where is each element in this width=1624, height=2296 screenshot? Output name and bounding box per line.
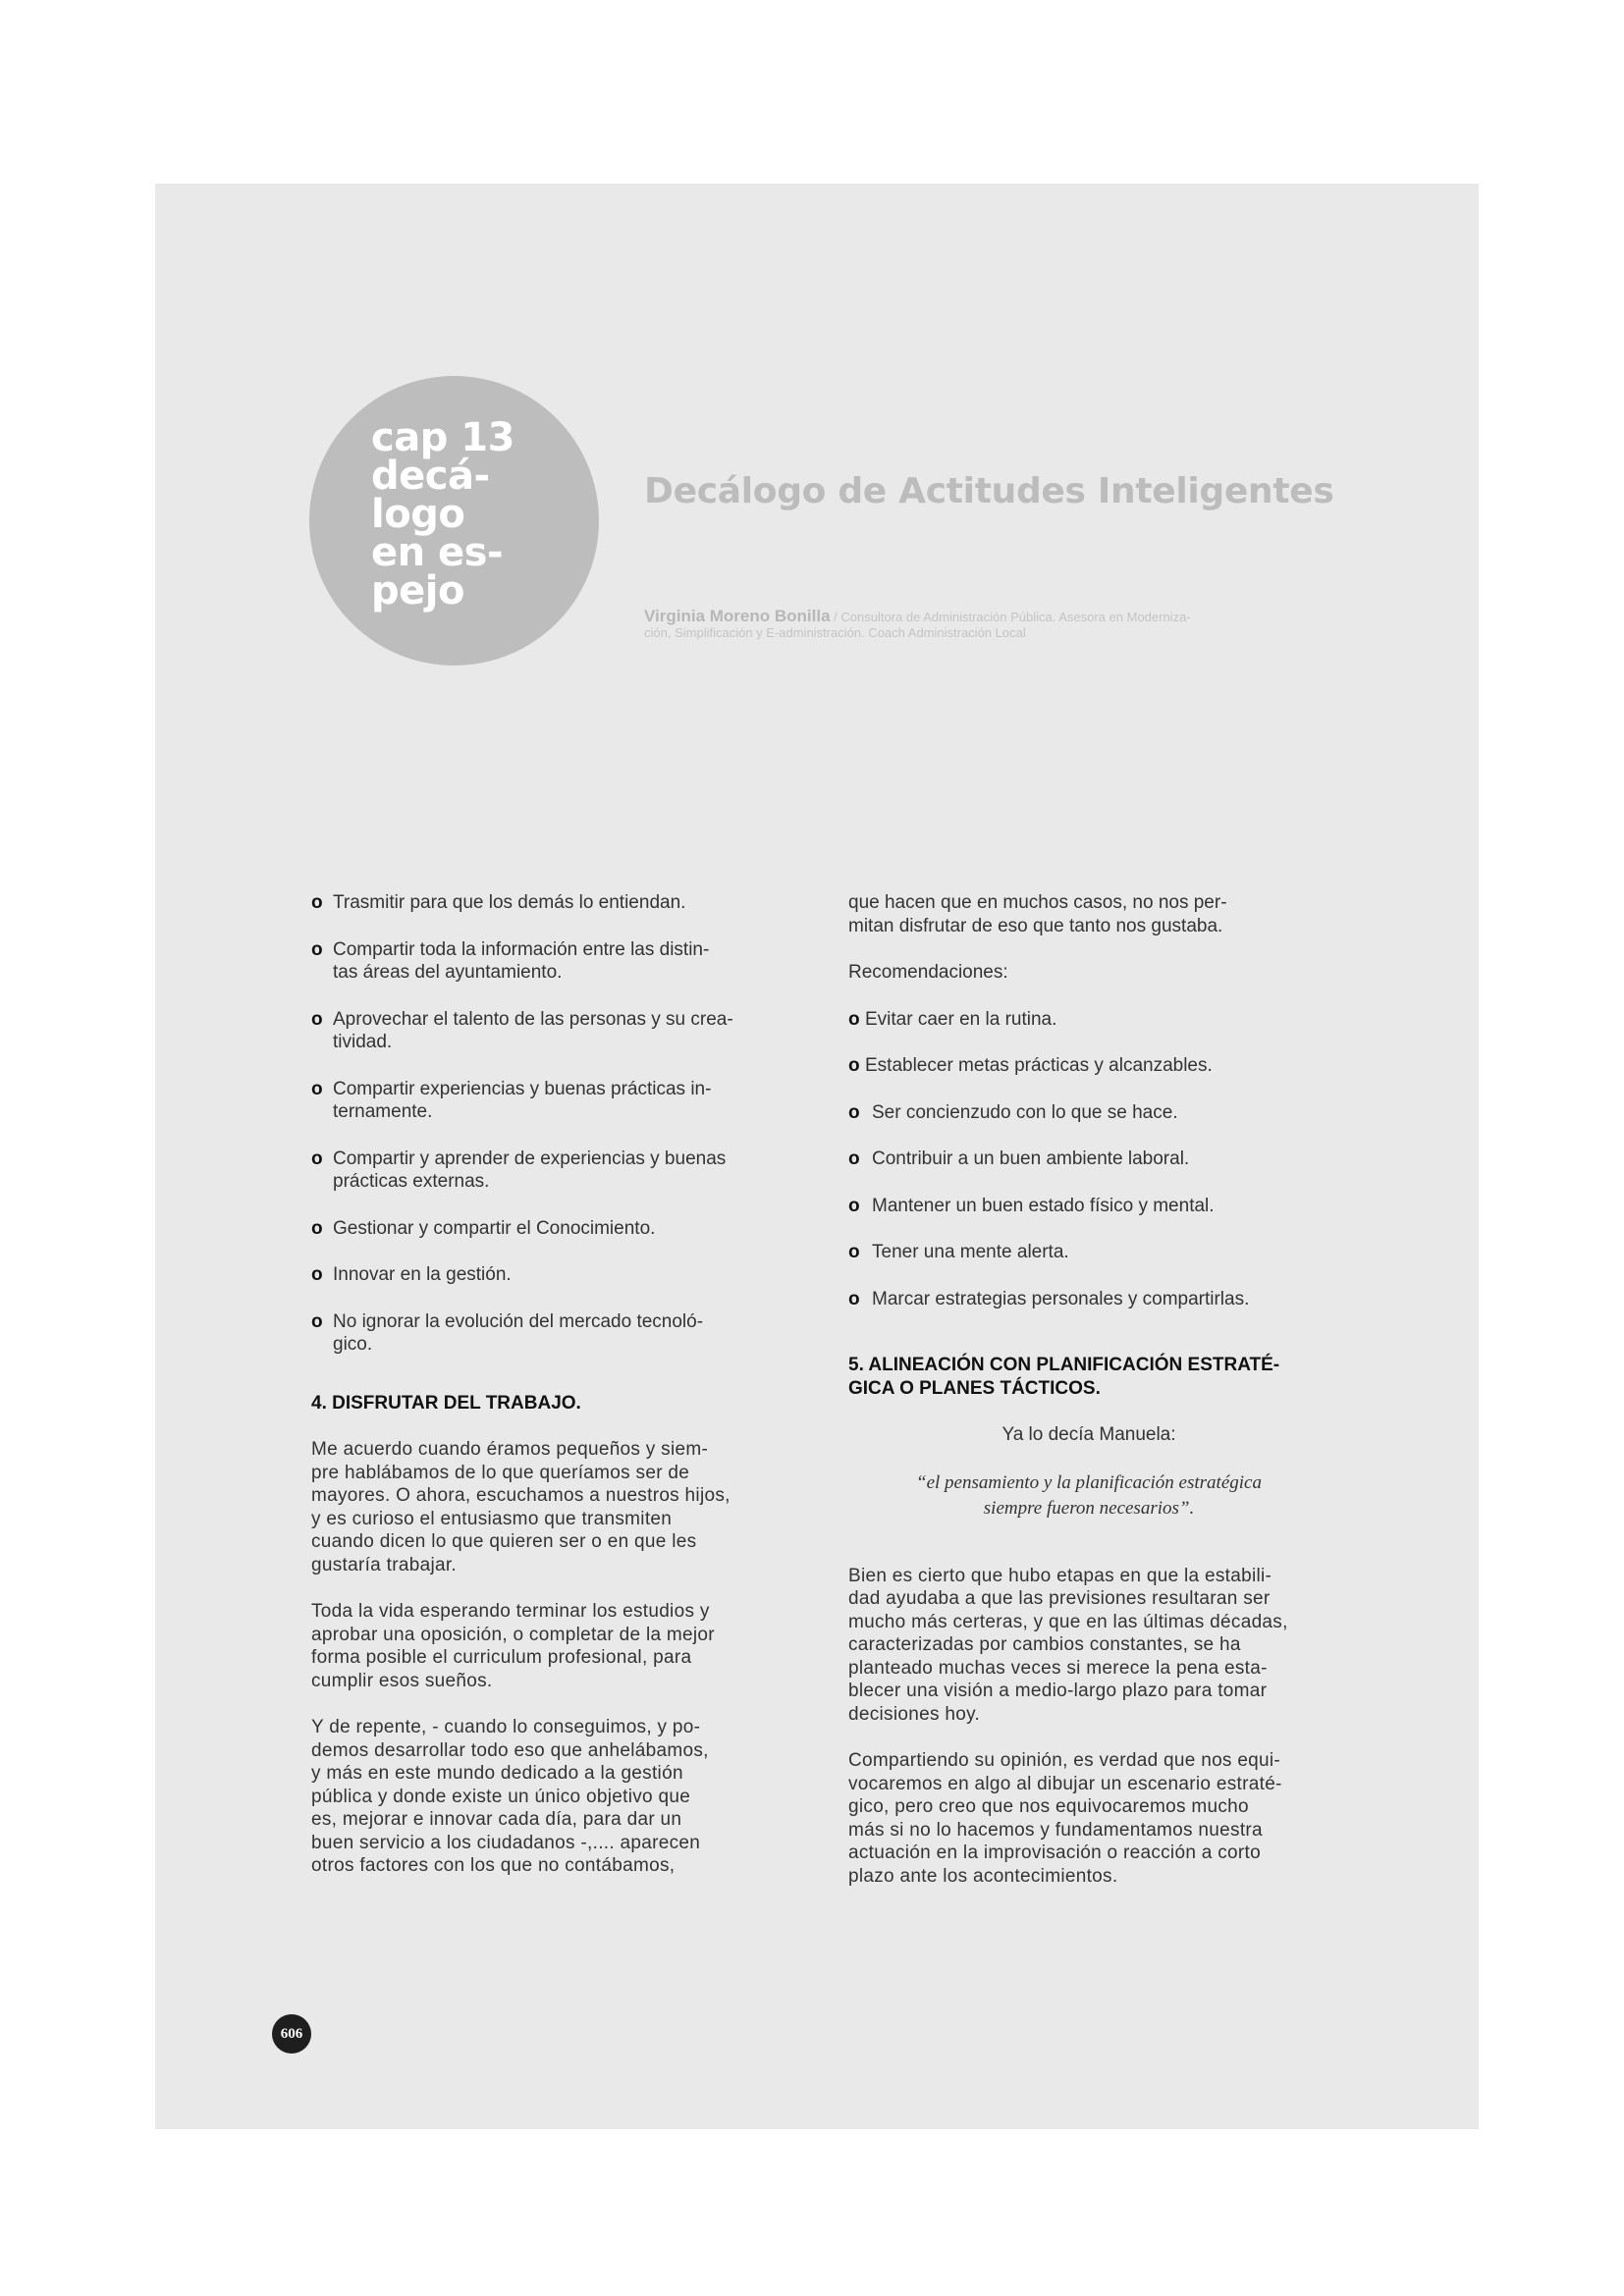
bullet-marker: o	[311, 892, 323, 913]
text-line: blecer una visión a medio-largo plazo para tomar	[848, 1681, 1268, 1701]
author-role-continued: ción, Simplificación y E-administración. Coach Administración Local	[644, 625, 1026, 640]
bullet-item	[311, 1310, 792, 1357]
chapter-line: en es-	[371, 530, 504, 575]
text-line: gico.	[333, 1334, 373, 1355]
chapter-line: decá-	[371, 454, 490, 499]
text-line: No ignorar la evolución del mercado tecnoló-	[333, 1310, 704, 1332]
text-line: Compartir y aprender de experiencias y buenas	[333, 1148, 727, 1169]
bullet-marker: o	[311, 1310, 323, 1332]
recommendation-item	[848, 1195, 1329, 1218]
recommendation-text: Tener una mente alerta.	[872, 1242, 1069, 1262]
text-line: buen servicio a los ciudadanos -,.... aparecen	[311, 1832, 701, 1853]
recommendations-label: Recomendaciones:	[848, 962, 1008, 983]
bullet-item	[311, 1217, 792, 1241]
text-line: gustaría trabajar.	[311, 1554, 457, 1575]
text-line: gico, pero creo que nos equivocaremos mucho	[848, 1796, 1249, 1817]
recommendation-item	[848, 1148, 1329, 1171]
text-line: y es curioso el entusiasmo que transmiten	[311, 1508, 673, 1529]
bullet-marker: o	[848, 1242, 860, 1262]
text-line: caracterizadas por cambios constantes, se ha	[848, 1634, 1241, 1655]
bullet-item	[311, 1008, 792, 1054]
author-block	[644, 609, 1312, 641]
text-line: actuación en la improvisación o reacción a corto	[848, 1842, 1261, 1863]
text-line: tas áreas del ayuntamiento.	[333, 962, 563, 983]
text-line: tividad.	[333, 1032, 393, 1052]
text-line: siempre fueron necesarios”.	[983, 1497, 1195, 1519]
text-line: 5. ALINEACIÓN CON PLANIFICACIÓN ESTRATÉ-	[848, 1355, 1280, 1375]
chapter-line: cap 13	[371, 415, 514, 460]
recommendation-text: Marcar estrategias personales y compartirlas.	[872, 1288, 1250, 1309]
text-line: pública y donde existe un único objetivo que	[311, 1786, 691, 1807]
text-line: Me acuerdo cuando éramos pequeños y siem-	[311, 1439, 709, 1460]
chapter-line: pejo	[371, 568, 464, 614]
bullet-marker: o	[311, 1264, 323, 1285]
text-line: Gestionar y compartir el Conocimiento.	[333, 1217, 656, 1239]
recommendation-text: Ser concienzudo con lo que se hace.	[872, 1101, 1178, 1123]
text-line: aprobar una oposición, o completar de la mejor	[311, 1624, 715, 1645]
text-line: Y de repente, - cuando lo conseguimos, y po-	[311, 1717, 701, 1737]
text-line: cumplir esos sueños.	[311, 1670, 493, 1691]
paragraph	[848, 1749, 1329, 1888]
author-separator: /	[830, 610, 841, 624]
bullet-marker: o	[311, 1217, 323, 1239]
bullet-marker: o	[311, 1148, 323, 1169]
text-line: vocaremos en algo al dibujar un escenario estraté-	[848, 1773, 1282, 1794]
text-line: “el pensamiento y la planificación estratégica	[916, 1471, 1262, 1493]
text-line: Innovar en la gestión.	[333, 1264, 512, 1285]
right-column	[848, 891, 1329, 1911]
bullet-marker: o	[848, 1055, 860, 1076]
text-line: planteado muchas veces si merece la pena esta-	[848, 1657, 1268, 1679]
paragraph	[311, 1438, 792, 1576]
bullet-marker: o	[311, 1008, 323, 1030]
bullet-item	[311, 1263, 792, 1287]
text-line: forma posible el curriculum profesional, para	[311, 1647, 692, 1668]
recommendation-text: Contribuir a un buen ambiente laboral.	[872, 1148, 1190, 1169]
bullet-marker: o	[848, 1008, 860, 1030]
text-line: mucho más certeras, y que en las últimas décadas,	[848, 1611, 1288, 1632]
text-line: Trasmitir para que los demás lo entiendan.	[333, 892, 686, 913]
bullet-item	[311, 1148, 792, 1194]
paragraph	[848, 891, 1329, 937]
text-line: mitan disfrutar de eso que tanto nos gustaba.	[848, 915, 1223, 936]
text-line: que hacen que en muchos casos, no nos per-	[848, 892, 1227, 913]
recommendation-text: Establecer metas prácticas y alcanzables.	[865, 1055, 1213, 1076]
bullet-marker: o	[311, 1078, 323, 1099]
pull-quote	[848, 1470, 1329, 1522]
recommendation-text: Mantener un buen estado físico y mental.	[872, 1195, 1215, 1216]
paragraph	[311, 1600, 792, 1692]
paragraph	[311, 1716, 792, 1878]
recommendation-item	[848, 1288, 1329, 1311]
bullet-marker: o	[848, 1148, 860, 1169]
author-name: Virginia Moreno Bonilla	[644, 607, 831, 625]
text-line: Aprovechar el talento de las personas y su crea-	[333, 1008, 733, 1030]
text-line: decisiones hoy.	[848, 1703, 981, 1725]
text-line: pre hablábamos de lo que queríamos ser de	[311, 1462, 690, 1483]
text-line: Compartiendo su opinión, es verdad que nos equi-	[848, 1750, 1281, 1771]
text-line: mayores. O ahora, escuchamos a nuestros hijos,	[311, 1485, 731, 1506]
chapter-label	[371, 415, 514, 614]
text-line: Compartir experiencias y buenas prácticas in-	[333, 1078, 712, 1099]
text-line: cuando dicen lo que quieren ser o en que les	[311, 1531, 697, 1552]
chapter-line: logo	[371, 492, 465, 537]
text-line: más si no lo hacemos y fundamentamos nuestra	[848, 1819, 1263, 1841]
bullet-marker: o	[311, 938, 323, 960]
bullet-item	[311, 1078, 792, 1124]
recommendation-text: Evitar caer en la rutina.	[865, 1008, 1057, 1030]
bullet-marker: o	[848, 1101, 860, 1123]
text-line: prácticas externas.	[333, 1171, 490, 1192]
bullet-item	[311, 938, 792, 985]
text-line: Toda la vida esperando terminar los estudios y	[311, 1601, 710, 1622]
bullet-item	[311, 891, 792, 915]
section-heading	[848, 1354, 1329, 1400]
author-role: Consultora de Administración Pública. Asesora en Moderniza-	[840, 610, 1191, 624]
text-line: y más en este mundo dedicado a la gestión	[311, 1763, 683, 1784]
page-number-badge: 606	[272, 2014, 311, 2054]
text-line: ternamente.	[333, 1101, 433, 1122]
recommendation-item	[848, 1008, 1329, 1032]
document-title: Decálogo de Actitudes Inteligentes	[644, 471, 1334, 511]
left-column	[311, 891, 792, 1901]
bullet-marker: o	[848, 1195, 860, 1216]
paragraph	[848, 1565, 1329, 1727]
text-line: Compartir toda la información entre las distin-	[333, 938, 710, 960]
text-line: es, mejorar e innovar cada día, para dar un	[311, 1809, 682, 1830]
bullet-marker: o	[848, 1288, 860, 1309]
text-line: dad ayudaba a que las previsiones resultaran ser	[848, 1588, 1271, 1609]
text-line: otros factores con los que no contábamos,	[311, 1855, 676, 1876]
text-line: Bien es cierto que hubo etapas en que la estabili-	[848, 1565, 1272, 1586]
recommendation-item	[848, 1241, 1329, 1264]
quote-intro: Ya lo decía Manuela:	[1001, 1424, 1176, 1445]
section-heading: 4. DISFRUTAR DEL TRABAJO.	[311, 1392, 581, 1414]
recommendation-item	[848, 1101, 1329, 1125]
text-line: GICA O PLANES TÁCTICOS.	[848, 1377, 1101, 1399]
recommendation-item	[848, 1054, 1329, 1078]
text-line: demos desarrollar todo eso que anhelábamos,	[311, 1739, 709, 1761]
text-line: plazo ante los acontecimientos.	[848, 1865, 1118, 1887]
